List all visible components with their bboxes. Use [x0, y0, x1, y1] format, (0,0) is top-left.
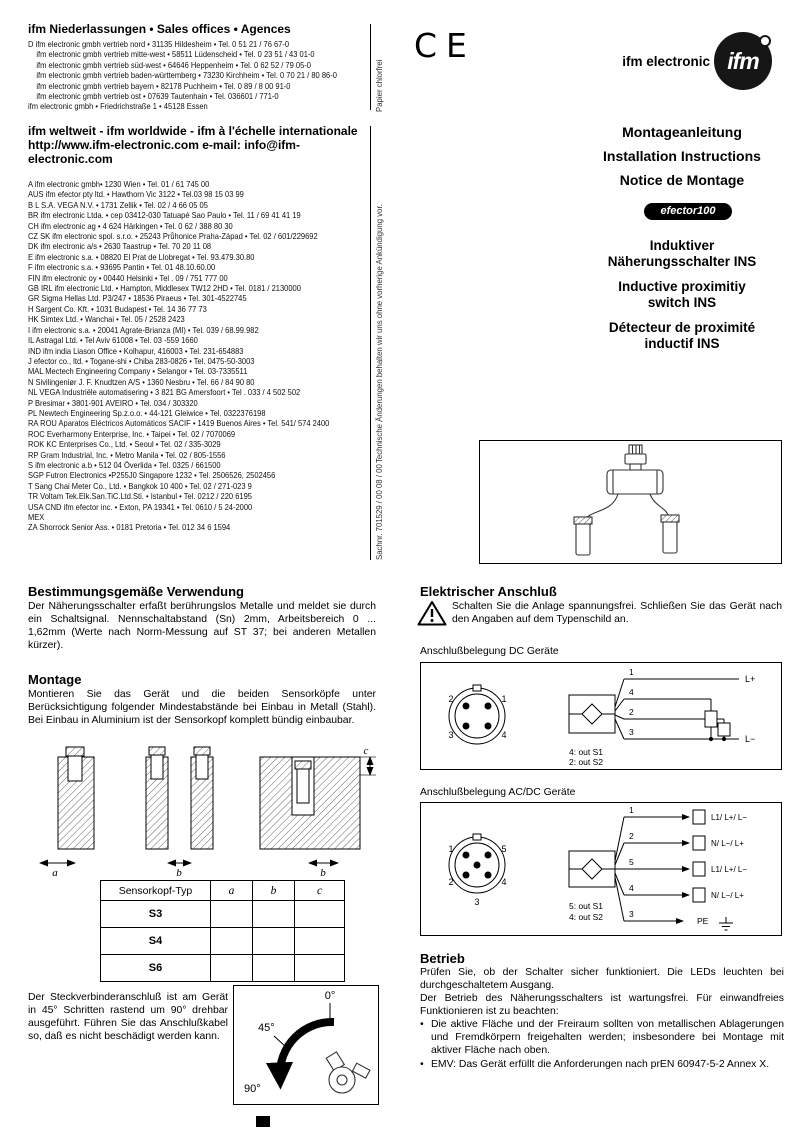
- table-row: [101, 928, 345, 955]
- document-titles: [562, 120, 802, 192]
- office-line: AUS ifm efector pty ltd. • Hawthorn Vic 3122 • Tel.03 98 15 03 99: [28, 190, 244, 200]
- dc-lminus-label: L−: [745, 734, 756, 744]
- office-line: MAL Mectech Engineering Company • Selangor • Tel. 03-7335511: [28, 367, 248, 377]
- table-header-typ: Sensorkopf-Typ: [101, 881, 211, 901]
- table-header-a: a: [211, 881, 253, 901]
- office-line: ZA Shorrock Senior Ass. • 0181 Pretoria • Tel. 012 34 6 1594: [28, 523, 231, 533]
- dc-out2-label: 2: out S2: [569, 757, 604, 767]
- german-offices: [28, 22, 373, 113]
- office-line: TR Voltam Tek.Elk.San.TiC.Ltd.Sti. • Istanbul • Tel. 0212 / 220 6195: [28, 492, 252, 502]
- product-drawing: [480, 441, 781, 563]
- table-cell-empty: [211, 955, 253, 982]
- acdc-connector-face: [449, 834, 505, 893]
- section-montage-body: Montieren Sie das Gerät und die beiden Sensorköpfe unter Berücksichtigung folgender Mindestabstände bei Einbau in Metall (Stahl). Bei Einbau in Aluminium ist der Sensorkopf komplett bündig einbaubar.: [28, 689, 376, 726]
- table-cell-empty: [253, 955, 295, 982]
- ce-mark: CE: [414, 26, 476, 65]
- office-line: H Sargent Co. Kft. • 1031 Budapest • Tel. 14 36 77 73: [28, 304, 207, 314]
- margin-note-changes: Technische Änderungen behalten wir uns ohne vorherige Ankündigung vor.: [375, 204, 384, 463]
- warning-icon: [417, 600, 447, 627]
- product-titles: [562, 238, 802, 361]
- acdc-wire-2: 2: [629, 831, 634, 841]
- efector-logo: efector100: [644, 203, 732, 220]
- dc-connector-face: [449, 685, 505, 744]
- acdc-pin-5: 5: [501, 844, 507, 854]
- office-line: ifm electronic gmbh vertrieb bayern • 82178 Puchheim • Tel. 0 89 / 8 00 91-0: [36, 81, 291, 91]
- acdc-pin-4: 4: [501, 877, 507, 887]
- office-line: IL Astragal Ltd. • Tel Aviv 61008 • Tel. 03 -559 1660: [28, 336, 198, 346]
- office-line: MEX: [28, 513, 45, 522]
- table-cell-empty: [253, 901, 295, 928]
- section-betrieb-title: Betrieb: [420, 951, 465, 966]
- doc-title-en: Installation Instructions: [603, 148, 761, 164]
- office-line: D ifm electronic gmbh vertrieb nord • 31135 Hildesheim • Tel. 0 51 21 / 76 67-0: [28, 40, 290, 49]
- office-line: N Sivilingeniør J. F. Knudtzen A/S • 1360 Nesbru • Tel. 66 / 84 90 80: [28, 377, 255, 387]
- section-verwendung-body: Der Näherungsschalter erfaßt berührungslos Metalle und meldet sie durch ein Schaltsignal. Nennschaltabstand (Sn) 2mm, Arbeitsbereich 0 ... 1,62mm (Werte nach Norm-Messung auf ST 37; bei anderen Metallen kürzer).: [28, 601, 376, 651]
- acdc-line1-label: L1/ L+/ L−: [711, 813, 748, 822]
- rotation-figure: [234, 986, 378, 1104]
- worldwide-offices-list: [28, 180, 349, 534]
- dc-pin-3: 3: [448, 730, 454, 740]
- table-cell-empty: [211, 928, 253, 955]
- print-registration-mark: [256, 1116, 270, 1127]
- office-line: ROK KC Enterprises Co., Ltd. • Seoul • Tel. 02 / 335-3029: [28, 440, 221, 450]
- office-line: B L S.A. VEGA N.V. • 1731 Zellik • Tel. 02 / 4 66 05 05: [28, 200, 208, 210]
- acdc-pe-label: PE: [697, 916, 709, 926]
- connector-sketch: [326, 1052, 370, 1093]
- table-cell-empty: [295, 901, 345, 928]
- dim-label-b1: b: [176, 867, 182, 879]
- product-title-en: [562, 279, 802, 311]
- office-line: PL Newtech Engineering Sp.z.o.o. • 44-121 Gleiwice • Tel. 0322376198: [28, 408, 266, 418]
- office-line: DK ifm electronic a/s • 2630 Taastrup • Tel. 70 20 11 08: [28, 242, 212, 252]
- rotation-figure-box: [233, 985, 379, 1105]
- dc-schematic: [569, 679, 739, 741]
- office-line: ifm electronic gmbh vertrieb baden-württemberg • 73230 Kirchheim • Tel. 0 70 21 / 80 86-0: [36, 71, 337, 81]
- office-line: RA ROU Aparatos Eléctricos Automáticos SACIF • 1419 Buenos Aires • Tel. 541/ 574 2400: [28, 419, 330, 429]
- doc-title-de: Montageanleitung: [622, 124, 742, 140]
- acdc-pin-1: 1: [448, 844, 454, 854]
- betrieb-bullet: • Die aktive Fläche und der Freiraum sollten von metallischen Ablagerungen und Fremdkörpern freigehalten werden; insbesondere bei Montage mit aktiver Fläche nach oben.: [420, 1019, 784, 1058]
- connector-note: Der Steckverbinderanschluß ist am Gerät in 45° Schritten rastend um 90° drehbar ausgeführt. Führen Sie das Anschlußkabel so, daß es nicht beschädigt werden kann.: [28, 992, 228, 1042]
- acdc-out1-label: 5: out S1: [569, 901, 604, 911]
- margin-note-paper: Papier chlorfrei: [375, 59, 384, 112]
- office-line: S ifm electronic a.b • 512 04 Överlida • Tel. 0325 / 661500: [28, 460, 221, 470]
- acdc-wire-1: 1: [629, 805, 634, 815]
- table-row: [101, 901, 345, 928]
- mounting-figure: [28, 745, 378, 879]
- office-line: GR Sigma Hellas Ltd. P3/247 • 18536 Piraeus • Tel. 301-4522745: [28, 294, 247, 304]
- office-line: ifm electronic gmbh vertrieb ost • 07639 Tautenhain • Tel. 036601 / 771-0: [36, 92, 279, 102]
- table-row-label: S3: [101, 901, 211, 928]
- worldwide-offices: [28, 124, 373, 534]
- product-title-line: Induktiver: [649, 238, 715, 253]
- ifm-logo-text: ifm: [727, 47, 759, 74]
- german-offices-title: ifm Niederlassungen • Sales offices • Agences: [28, 22, 291, 36]
- ifm-logo: [714, 32, 772, 90]
- dc-pin-1: 1: [501, 694, 507, 704]
- office-line: SGP Futron Electronics •P255J0 Singapore 1232 • Tel. 2506526, 2502456: [28, 471, 276, 481]
- table-header-c: c: [295, 881, 345, 901]
- product-title-line: Inductive proximitiy: [618, 279, 746, 294]
- mounting-walls: [58, 747, 360, 849]
- office-line: IND ifm india Liason Office • Kolhapur, 416003 • Tel. 231-654883: [28, 346, 244, 356]
- rotation-45-label: 45°: [258, 1022, 275, 1034]
- margin-rule-top: [370, 24, 371, 110]
- table-cell-empty: [253, 928, 295, 955]
- rotation-90-label: 90°: [244, 1083, 261, 1095]
- dc-wiring-figure: [421, 663, 781, 769]
- acdc-line4-label: N/ L−/ L+: [711, 891, 744, 900]
- doc-title-fr: Notice de Montage: [619, 172, 745, 188]
- dc-wire-2: 2: [629, 707, 634, 717]
- office-line: RP Gram Industrial, Inc. • Metro Manila • Tel. 02 / 805-1556: [28, 450, 226, 460]
- brand-name: ifm electronic: [622, 54, 710, 69]
- dc-lplus-label: L+: [745, 674, 756, 684]
- product-title-de: [562, 238, 802, 270]
- product-title-line: Détecteur de proximité: [608, 320, 756, 335]
- table-header-row: [101, 881, 345, 901]
- acdc-wire-5: 5: [629, 857, 634, 867]
- dim-label-c: c: [363, 745, 369, 757]
- office-line: GB IRL ifm electronic Ltd. • Hampton, Middlesex TW12 2HD • Tel. 0181 / 2130000: [28, 284, 301, 294]
- acdc-pin-2: 2: [448, 877, 454, 887]
- product-title-line: inductif INS: [644, 336, 720, 351]
- dc-figure-box: [420, 662, 782, 770]
- rotation-arrow: [280, 1022, 334, 1076]
- margin-rule-bottom: [370, 126, 371, 560]
- sensor-amplifier-drawing: [574, 445, 679, 555]
- dc-wire-1: 1: [629, 667, 634, 677]
- table-header-b: b: [253, 881, 295, 901]
- office-line: E ifm electronic s.a. • 08820 El Prat de Llobregat • Tel. 93.479.30.80: [28, 252, 255, 262]
- dc-pin-4: 4: [501, 730, 507, 740]
- office-line: ifm electronic gmbh vertrieb süd-west • 64646 Heppenheim • Tel. 0 62 52 / 79 05-0: [36, 60, 311, 70]
- betrieb-paragraph-2: Der Betrieb des Näherungsschalters ist wartungsfrei. Für einwandfreies Funktionieren ist zu beachten:: [420, 993, 784, 1017]
- table-row: [101, 955, 345, 982]
- sensorkopf-table: [100, 880, 345, 982]
- dc-label: Anschlußbelegung DC Geräte: [420, 646, 559, 657]
- acdc-wiring-figure: [421, 803, 781, 935]
- table-cell-empty: [295, 955, 345, 982]
- section-verwendung-title: Bestimmungsgemäße Verwendung: [28, 584, 244, 599]
- office-line: A ifm electronic gmbh• 1230 Wien • Tel. 01 / 61 745 00: [28, 180, 210, 189]
- office-line: T Sang Chai Meter Co., Ltd. • Bangkok 10 400 • Tel. 02 / 271-023 9: [28, 481, 252, 491]
- acdc-wire-3: 3: [629, 909, 634, 919]
- acdc-wire-4: 4: [629, 883, 634, 893]
- office-line: ifm electronic gmbh • Friedrichstraße 1 • 45128 Essen: [28, 102, 208, 112]
- worldwide-offices-title: ifm weltweit - ifm worldwide - ifm à l'échelle internationale: [28, 124, 358, 138]
- product-figure-box: [479, 440, 782, 564]
- worldwide-offices-url: http://www.ifm-electronic.com e-mail: info@ifm-electronic.com: [28, 138, 300, 166]
- office-line: ROC Everharmony Enterprise, Inc. • Taipei • Tel. 02 / 7070069: [28, 429, 236, 439]
- acdc-line3-label: L1/ L+/ L−: [711, 865, 748, 874]
- acdc-figure-box: [420, 802, 782, 936]
- office-line: HK Simtex Ltd. • Wanchai • Tel. 05 / 2528 2423: [28, 315, 185, 325]
- dc-wire-4: 4: [629, 687, 634, 697]
- dc-pin-2: 2: [448, 694, 454, 704]
- dim-label-b2: b: [320, 867, 326, 879]
- office-line: P Bresimar • 3801-901 AVEIRO • Tel. 034 / 303320: [28, 398, 198, 408]
- dim-label-a: a: [52, 867, 58, 879]
- acdc-out2-label: 4: out S2: [569, 912, 604, 922]
- table-cell-empty: [295, 928, 345, 955]
- margin-note-sachnr: Sachnr. 701529 / 00 08 / 00: [375, 464, 384, 560]
- table-cell-empty: [211, 901, 253, 928]
- betrieb-paragraph-1: Prüfen Sie, ob der Schalter sicher funktioniert. Die LEDs leuchten bei durchgeschaltetem Ausgang.: [420, 967, 784, 991]
- acdc-pin-3: 3: [474, 897, 480, 907]
- office-line: BR ifm electronic Ltda. • cep 03412-030 Tatuapé Sao Paulo • Tel. 11 / 69 41 41 19: [28, 211, 301, 221]
- office-line: USA CND ifm efector inc. • Exton, PA 19341 • Tel. 0610 / 5 24-2000: [28, 502, 253, 512]
- table-row-label: S4: [101, 928, 211, 955]
- table-row-label: S6: [101, 955, 211, 982]
- dc-out1-label: 4: out S1: [569, 747, 604, 757]
- german-offices-list: [28, 40, 349, 113]
- betrieb-bullet-list: [420, 1019, 784, 1073]
- acdc-label: Anschlußbelegung AC/DC Geräte: [420, 787, 576, 798]
- office-line: F ifm electronic s.a. • 93695 Pantin • Tel. 01 48.10.60.00: [28, 263, 216, 273]
- office-line: CZ SK ifm electronic spol. s.r.o. • 25243 Průhonice Praha-Západ • Tel. 02 / 601/229692: [28, 232, 318, 242]
- acdc-line2-label: N/ L−/ L+: [711, 839, 744, 848]
- office-line: J efector co., ltd. • Togane-shi • Chiba 283-0826 • Tel. 0475-50-3003: [28, 356, 255, 366]
- logo-dot: [759, 35, 771, 47]
- rotation-0-label: 0°: [324, 990, 336, 1002]
- product-title-line: switch INS: [647, 295, 717, 310]
- office-line: FIN ifm electronic oy • 00440 Helsinki • Tel . 09 / 751 777 00: [28, 273, 228, 283]
- office-line: CH ifm electronic ag • 4 624 Härkingen • Tel. 0 62 / 388 80 30: [28, 221, 233, 231]
- dc-wire-3: 3: [629, 727, 634, 737]
- betrieb-bullet: • EMV: Das Gerät erfüllt die Anforderungen nach prEN 60947-5-2 Annex X.: [420, 1059, 784, 1072]
- warning-text: Schalten Sie die Anlage spannungsfrei. Schließen Sie das Gerät nach den Angaben auf dem Typenschild an.: [452, 601, 782, 625]
- office-line: ifm electronic gmbh vertrieb mitte-west • 58511 Lüdenscheid • Tel. 0 23 51 / 43 01-0: [36, 50, 315, 60]
- office-line: NL VEGA Industriële automatisering • 3 821 BG Amersfoort • Tel . 033 / 4 502 502: [28, 388, 301, 398]
- section-anschluss-title: Elektrischer Anschluß: [420, 584, 557, 599]
- product-title-line: Näherungsschalter INS: [607, 254, 757, 269]
- office-line: I ifm electronic s.a. • 20041 Agrate-Brianza (MI) • Tel. 039 / 68.99.982: [28, 325, 259, 335]
- section-montage-title: Montage: [28, 672, 82, 687]
- product-title-fr: [562, 320, 802, 352]
